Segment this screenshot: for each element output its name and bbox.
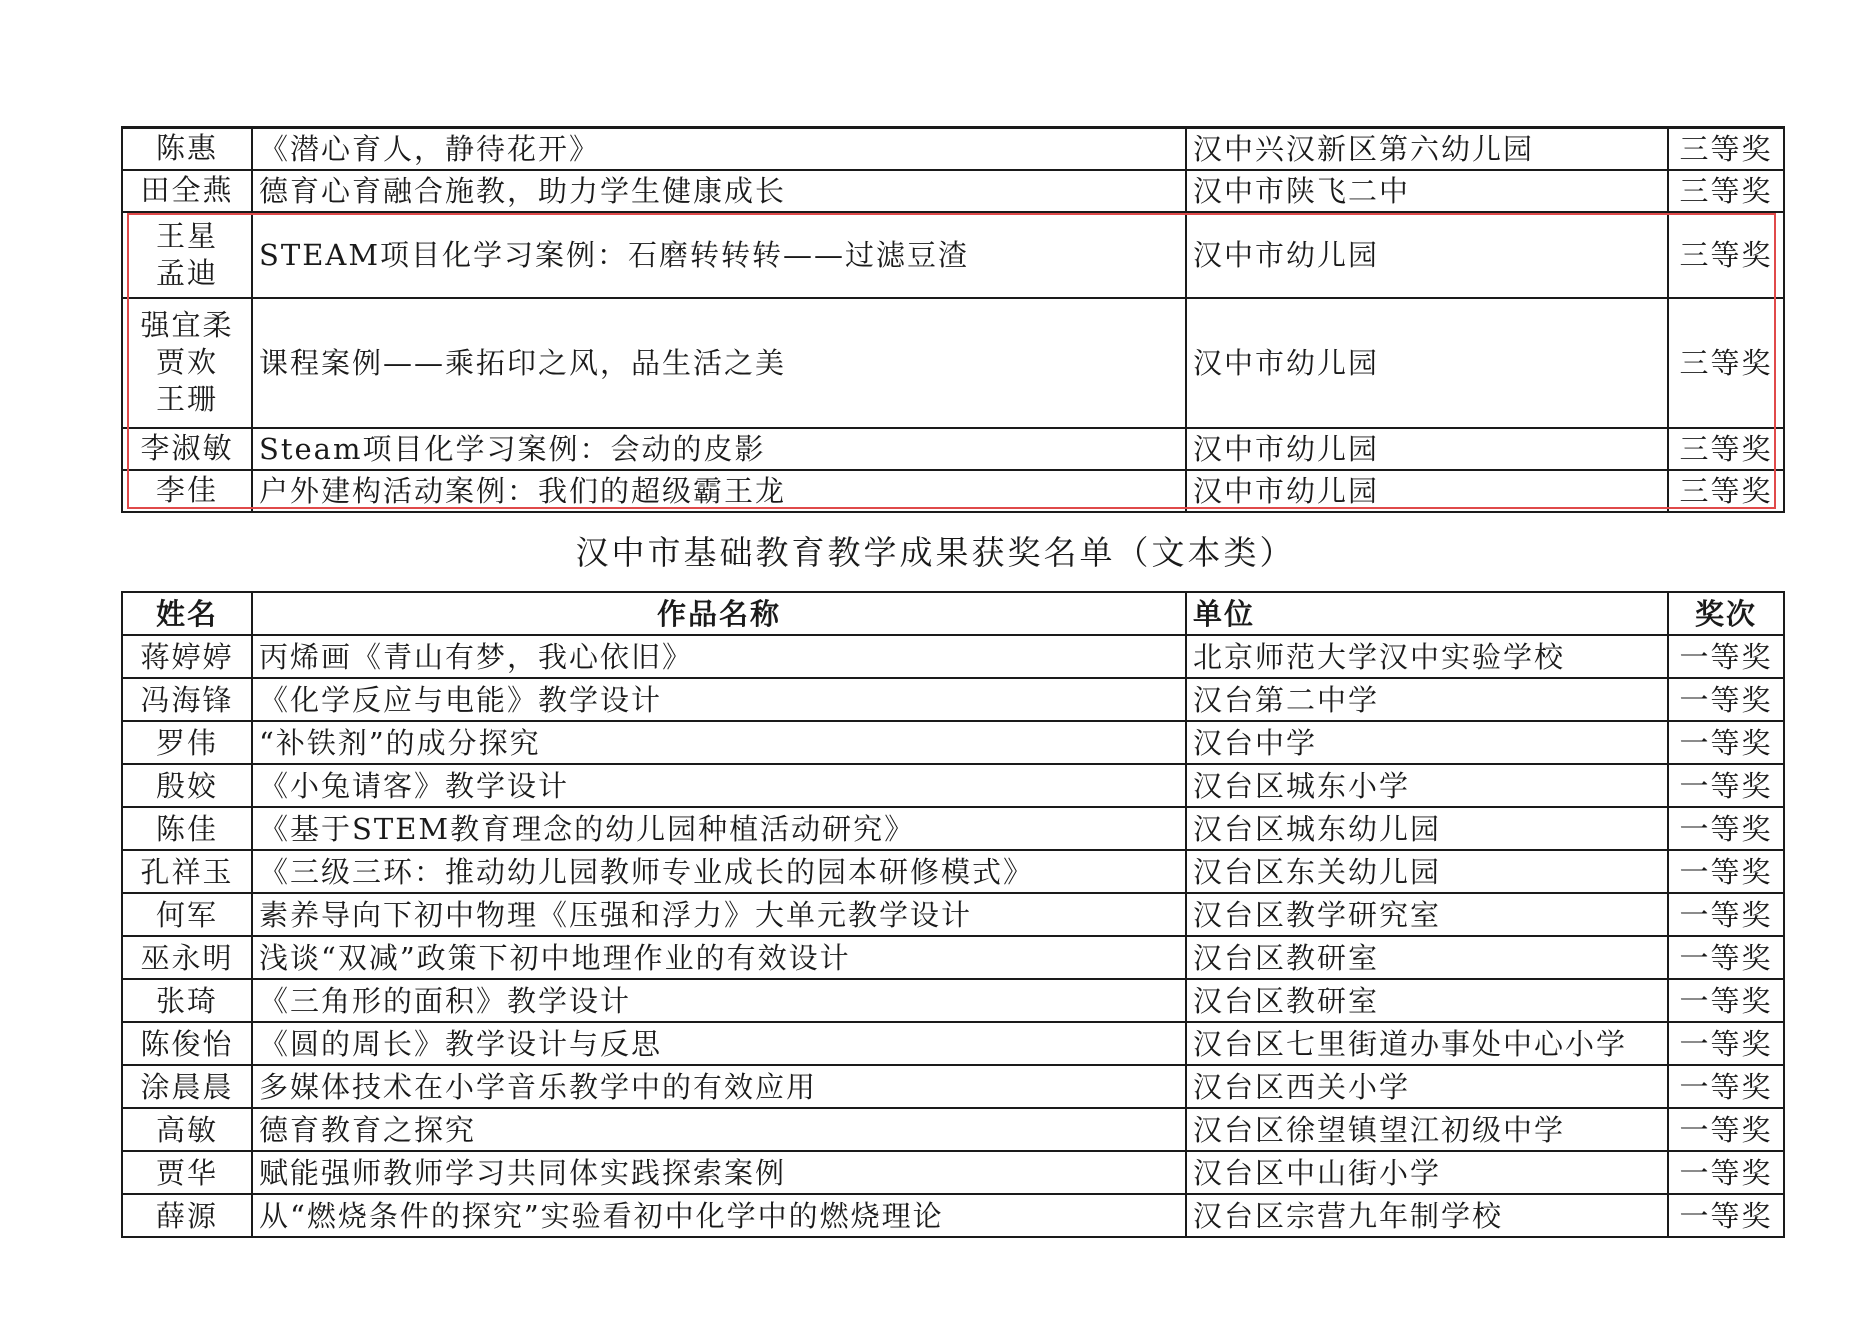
name-cell [122, 212, 252, 298]
table-row [122, 721, 1784, 764]
name-cell: 何军 [122, 893, 252, 936]
table-row [122, 170, 1784, 212]
person-name: 贾欢 [155, 345, 218, 379]
name-cell: 罗伟 [122, 721, 252, 764]
header-award: 奖次 [1668, 592, 1784, 635]
name-cell: 张琦 [122, 979, 252, 1022]
table-row [122, 936, 1784, 979]
work-cell: 《潜心育人，静待花开》 [252, 128, 1186, 170]
person-name: 陈惠 [155, 131, 218, 166]
table-row [122, 212, 1784, 298]
name-cell: 陈俊怡 [122, 1022, 252, 1065]
work-cell: 《小兔请客》教学设计 [252, 764, 1186, 807]
award-cell: 一等奖 [1668, 893, 1784, 936]
work-cell: 多媒体技术在小学音乐教学中的有效应用 [252, 1065, 1186, 1108]
person-name: 王珊 [155, 382, 218, 416]
award-cell: 一等奖 [1668, 764, 1784, 807]
person-name: 王星 [155, 218, 218, 253]
award-cell: 三等奖 [1668, 128, 1784, 170]
section-title: 汉中市基础教育教学成果获奖名单（文本类） [575, 533, 1296, 572]
work-cell: 丙烯画《青山有梦，我心依旧》 [252, 635, 1186, 678]
award-cell: 一等奖 [1668, 721, 1784, 764]
award-cell: 一等奖 [1668, 936, 1784, 979]
table-row [122, 850, 1784, 893]
table-row [122, 678, 1784, 721]
unit-cell: 汉台区徐望镇望江初级中学 [1186, 1108, 1668, 1151]
unit-cell: 汉台区城东幼儿园 [1186, 807, 1668, 850]
award-cell: 三等奖 [1668, 470, 1784, 512]
table-row [122, 1065, 1784, 1108]
name-cell [122, 298, 252, 428]
work-cell: 课程案例——乘拓印之风，品生活之美 [252, 298, 1186, 428]
work-cell: 素养导向下初中物理《压强和浮力》大单元教学设计 [252, 893, 1186, 936]
header-work: 作品名称 [252, 592, 1186, 635]
name-cell: 涂晨晨 [122, 1065, 252, 1108]
unit-cell: 汉台区城东小学 [1186, 764, 1668, 807]
award-cell: 一等奖 [1668, 979, 1784, 1022]
unit-cell: 汉台区教学研究室 [1186, 893, 1668, 936]
name-cell [122, 128, 252, 170]
award-cell: 一等奖 [1668, 807, 1784, 850]
unit-cell: 汉台区教研室 [1186, 936, 1668, 979]
work-cell: 《三级三环：推动幼儿园教师专业成长的园本研修模式》 [252, 850, 1186, 893]
header-unit: 单位 [1186, 592, 1668, 635]
name-cell: 蒋婷婷 [122, 635, 252, 678]
work-cell: STEAM项目化学习案例：石磨转转转——过滤豆渣 [252, 212, 1186, 298]
name-cell: 孔祥玉 [122, 850, 252, 893]
work-cell: 《三角形的面积》教学设计 [252, 979, 1186, 1022]
table-row [122, 979, 1784, 1022]
unit-cell: 汉中兴汉新区第六幼儿园 [1186, 128, 1668, 170]
work-cell: 赋能强师教师学习共同体实践探索案例 [252, 1151, 1186, 1194]
table-header-row [122, 592, 1784, 635]
table-row [122, 635, 1784, 678]
award-cell: 一等奖 [1668, 850, 1784, 893]
name-cell: 殷姣 [122, 764, 252, 807]
award-cell: 三等奖 [1668, 428, 1784, 470]
table-row [122, 128, 1784, 170]
name-cell [122, 428, 252, 470]
unit-cell: 汉台区七里街道办事处中心小学 [1186, 1022, 1668, 1065]
award-cell: 一等奖 [1668, 1065, 1784, 1108]
award-cell: 一等奖 [1668, 1108, 1784, 1151]
table-row [122, 1022, 1784, 1065]
work-cell: 《化学反应与电能》教学设计 [252, 678, 1186, 721]
name-cell: 冯海锋 [122, 678, 252, 721]
unit-cell: 汉台区宗营九年制学校 [1186, 1194, 1668, 1237]
unit-cell: 汉台区东关幼儿园 [1186, 850, 1668, 893]
work-cell: 《圆的周长》教学设计与反思 [252, 1022, 1186, 1065]
header-name: 姓名 [122, 592, 252, 635]
award-cell: 一等奖 [1668, 678, 1784, 721]
person-name: 孟迪 [155, 255, 218, 290]
award-cell: 一等奖 [1668, 1022, 1784, 1065]
unit-cell: 汉台区西关小学 [1186, 1065, 1668, 1108]
unit-cell: 汉台区教研室 [1186, 979, 1668, 1022]
name-cell: 薛源 [122, 1194, 252, 1237]
name-cell: 高敏 [122, 1108, 252, 1151]
table-row [122, 470, 1784, 512]
unit-cell: 北京师范大学汉中实验学校 [1186, 635, 1668, 678]
work-cell: 德育教育之探究 [252, 1108, 1186, 1151]
table-row [122, 764, 1784, 807]
award-cell: 三等奖 [1668, 212, 1784, 298]
name-cell: 陈佳 [122, 807, 252, 850]
award-cell: 一等奖 [1668, 635, 1784, 678]
unit-cell: 汉中市幼儿园 [1186, 470, 1668, 512]
work-cell: 德育心育融合施教，助力学生健康成长 [252, 170, 1186, 212]
work-cell: 浅谈“双减”政策下初中地理作业的有效设计 [252, 936, 1186, 979]
work-cell: 《基于STEM教育理念的幼儿园种植活动研究》 [252, 807, 1186, 850]
unit-cell: 汉台第二中学 [1186, 678, 1668, 721]
person-name: 李淑敏 [140, 431, 234, 465]
award-cell: 一等奖 [1668, 1194, 1784, 1237]
work-cell: Steam项目化学习案例：会动的皮影 [252, 428, 1186, 470]
table-row [122, 807, 1784, 850]
table-row [122, 893, 1784, 936]
award-table-text [121, 591, 1785, 1238]
unit-cell: 汉中市幼儿园 [1186, 298, 1668, 428]
person-name: 强宜柔 [140, 308, 234, 342]
table-row [122, 1151, 1784, 1194]
award-cell: 三等奖 [1668, 170, 1784, 212]
unit-cell: 汉中市幼儿园 [1186, 428, 1668, 470]
name-cell: 巫永明 [122, 936, 252, 979]
name-cell [122, 470, 252, 512]
person-name: 田全燕 [140, 173, 234, 207]
table-row [122, 428, 1784, 470]
work-cell: “补铁剂”的成分探究 [252, 721, 1186, 764]
work-cell: 从“燃烧条件的探究”实验看初中化学中的燃烧理论 [252, 1194, 1186, 1237]
unit-cell: 汉台中学 [1186, 721, 1668, 764]
award-cell: 三等奖 [1668, 298, 1784, 428]
award-table-continued [121, 126, 1785, 513]
table-row [122, 1194, 1784, 1237]
person-name: 李佳 [155, 473, 218, 507]
table-row [122, 298, 1784, 428]
table-row [122, 1108, 1784, 1151]
unit-cell: 汉中市幼儿园 [1186, 212, 1668, 298]
award-cell: 一等奖 [1668, 1151, 1784, 1194]
name-cell [122, 170, 252, 212]
unit-cell: 汉中市陕飞二中 [1186, 170, 1668, 212]
work-cell: 户外建构活动案例：我们的超级霸王龙 [252, 470, 1186, 512]
unit-cell: 汉台区中山街小学 [1186, 1151, 1668, 1194]
name-cell: 贾华 [122, 1151, 252, 1194]
